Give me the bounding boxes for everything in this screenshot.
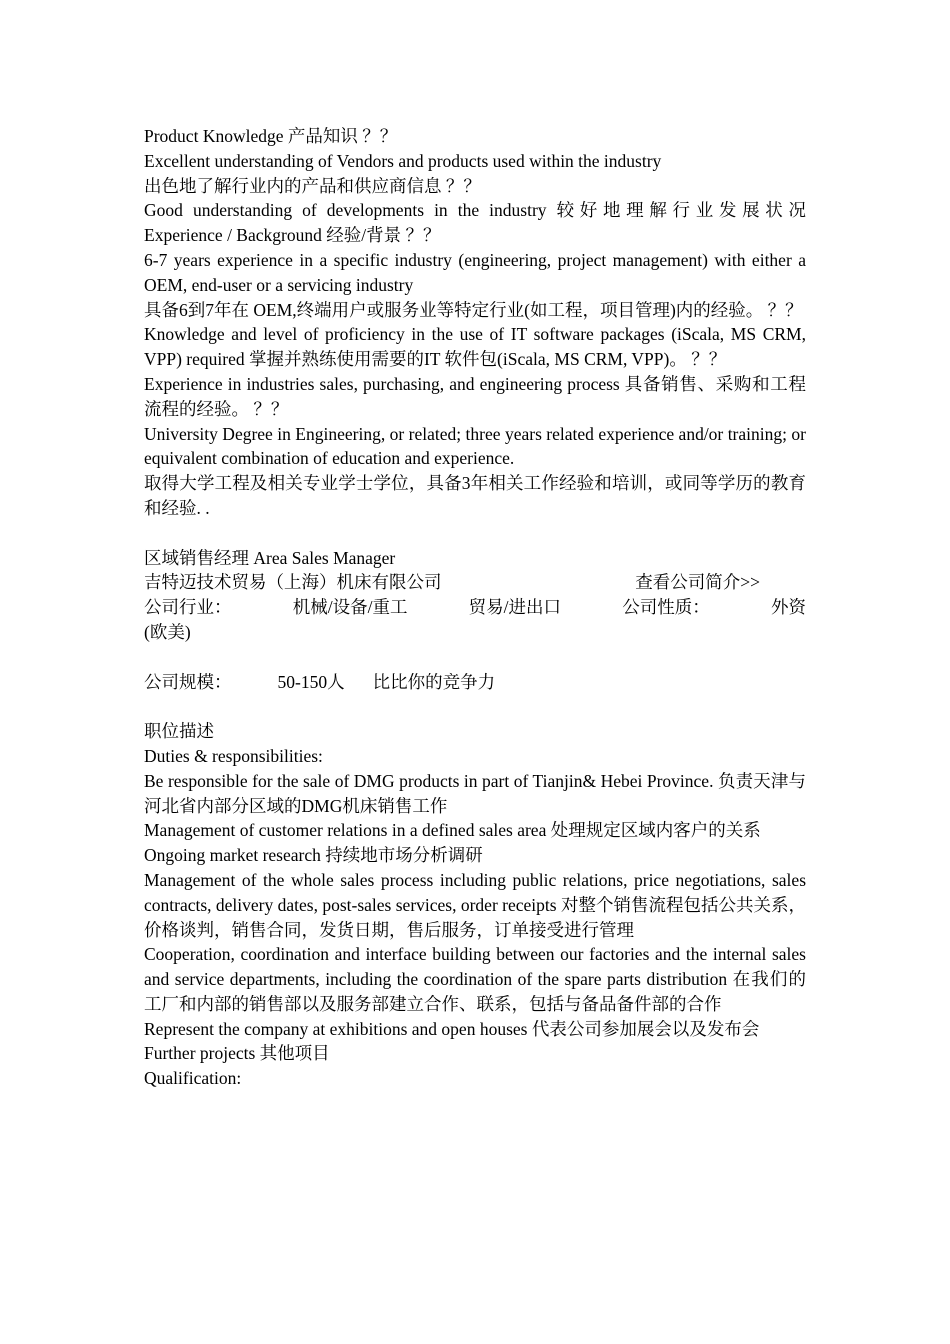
size-value: 50-150人 <box>277 671 345 692</box>
product-knowledge-heading: Product Knowledge 产品知识 ？？ <box>144 126 398 146</box>
it-software-line: Knowledge and level of proficiency in the use of IT software packages (iScala, MS CRM, VPP) required 掌握并熟练使用需要的IT 软件包(iScala, MS CRM, VPP)。 ？？ <box>144 324 806 370</box>
degree-line: University Degree in Engineering, or related; three years related experience and/or training; or equivalent combination of education and experience. <box>144 423 806 469</box>
compete-link[interactable]: 比比你的竞争力 <box>372 671 496 692</box>
vendors-cn-line: 出色地了解行业内的产品和供应商信息 ？？ <box>144 175 481 196</box>
industry-value-2: 贸易/进出口 <box>468 597 562 618</box>
degree-cn-line: 取得大学工程及相关专业学士学位，具备3年相关工作经验和培训，或同等学历的教育和经验. . <box>144 473 806 518</box>
experience-heading: Experience / Background 经验/背景 ？？ <box>144 225 441 246</box>
years-experience-line: 6-7 years experience in a specific industry (engineering, project management) with either a OEM, end-user or a servicing industry <box>144 249 806 295</box>
nature-label: 公司性质： <box>622 597 710 618</box>
duty-item: Represent the company at exhibitions and open houses 代表公司参加展会以及发布会 <box>144 1018 760 1039</box>
duty-item: Management of customer relations in a defined sales area 处理规定区域内客户的关系 <box>144 820 761 841</box>
years-experience-cn-line: 具备6到7年在 OEM,终端用户或服务业等特定行业(如工程，项目管理)内的经验。 ？？ <box>144 299 803 320</box>
qualification-heading: Qualification: <box>144 1068 242 1089</box>
industries-experience-line: Experience in industries sales, purchasing, and engineering process 具备销售、采购和工程流程的经验。 ？？ <box>144 373 806 419</box>
developments-line: Good understanding of developments in the industry 较好地理解行业发展状况 <box>144 200 806 221</box>
vendors-line: Excellent understanding of Vendors and products used within the industry <box>144 150 662 171</box>
company-name: 吉特迈技术贸易（上海）机床有限公司 <box>144 572 442 593</box>
blank-line <box>144 645 806 670</box>
industry-value-1: 机械/设备/重工 <box>292 597 408 618</box>
company-row <box>144 570 806 595</box>
size-label: 公司规模： <box>144 671 232 692</box>
company-industry-row <box>144 595 806 620</box>
company-size-row <box>144 670 806 695</box>
job-title: 区域销售经理 Area Sales Manager <box>144 547 396 568</box>
duty-item: Be responsible for the sale of DMG products in part of Tianjin& Hebei Province. 负责天津与河北省内部分区域的DMG机床销售工作 <box>144 770 806 816</box>
duties-heading: Duties & responsibilities: <box>144 745 323 766</box>
nature-value: 外资 <box>770 597 806 618</box>
description-heading: 职位描述 <box>144 721 214 742</box>
blank-line <box>144 694 806 719</box>
blank-line <box>144 521 806 546</box>
duty-item: Cooperation, coordination and interface building between our factories and the internal sales and service departments, including the coordination of the spare parts distribution 在我们的工厂和内部的销售部以及服务部建立合作、联系，包括与备品备件部的合作 <box>144 944 806 1014</box>
duty-item: Ongoing market research 持续地市场分析调研 <box>144 845 483 866</box>
nature-value-tail: (欧美) <box>144 621 191 642</box>
duty-item: Management of the whole sales process including public relations, price negotiations, sales contracts, delivery dates, post-sales services, order receipts 对整个销售流程包括公共关系，价格谈判，销售合同，发货日期，售后服务，订单接受进行管理 <box>144 869 806 940</box>
document-page <box>144 124 806 1091</box>
industry-label: 公司行业： <box>144 597 232 618</box>
company-profile-link[interactable]: 查看公司简介>> <box>635 572 760 593</box>
duty-item: Further projects 其他项目 <box>144 1043 330 1064</box>
